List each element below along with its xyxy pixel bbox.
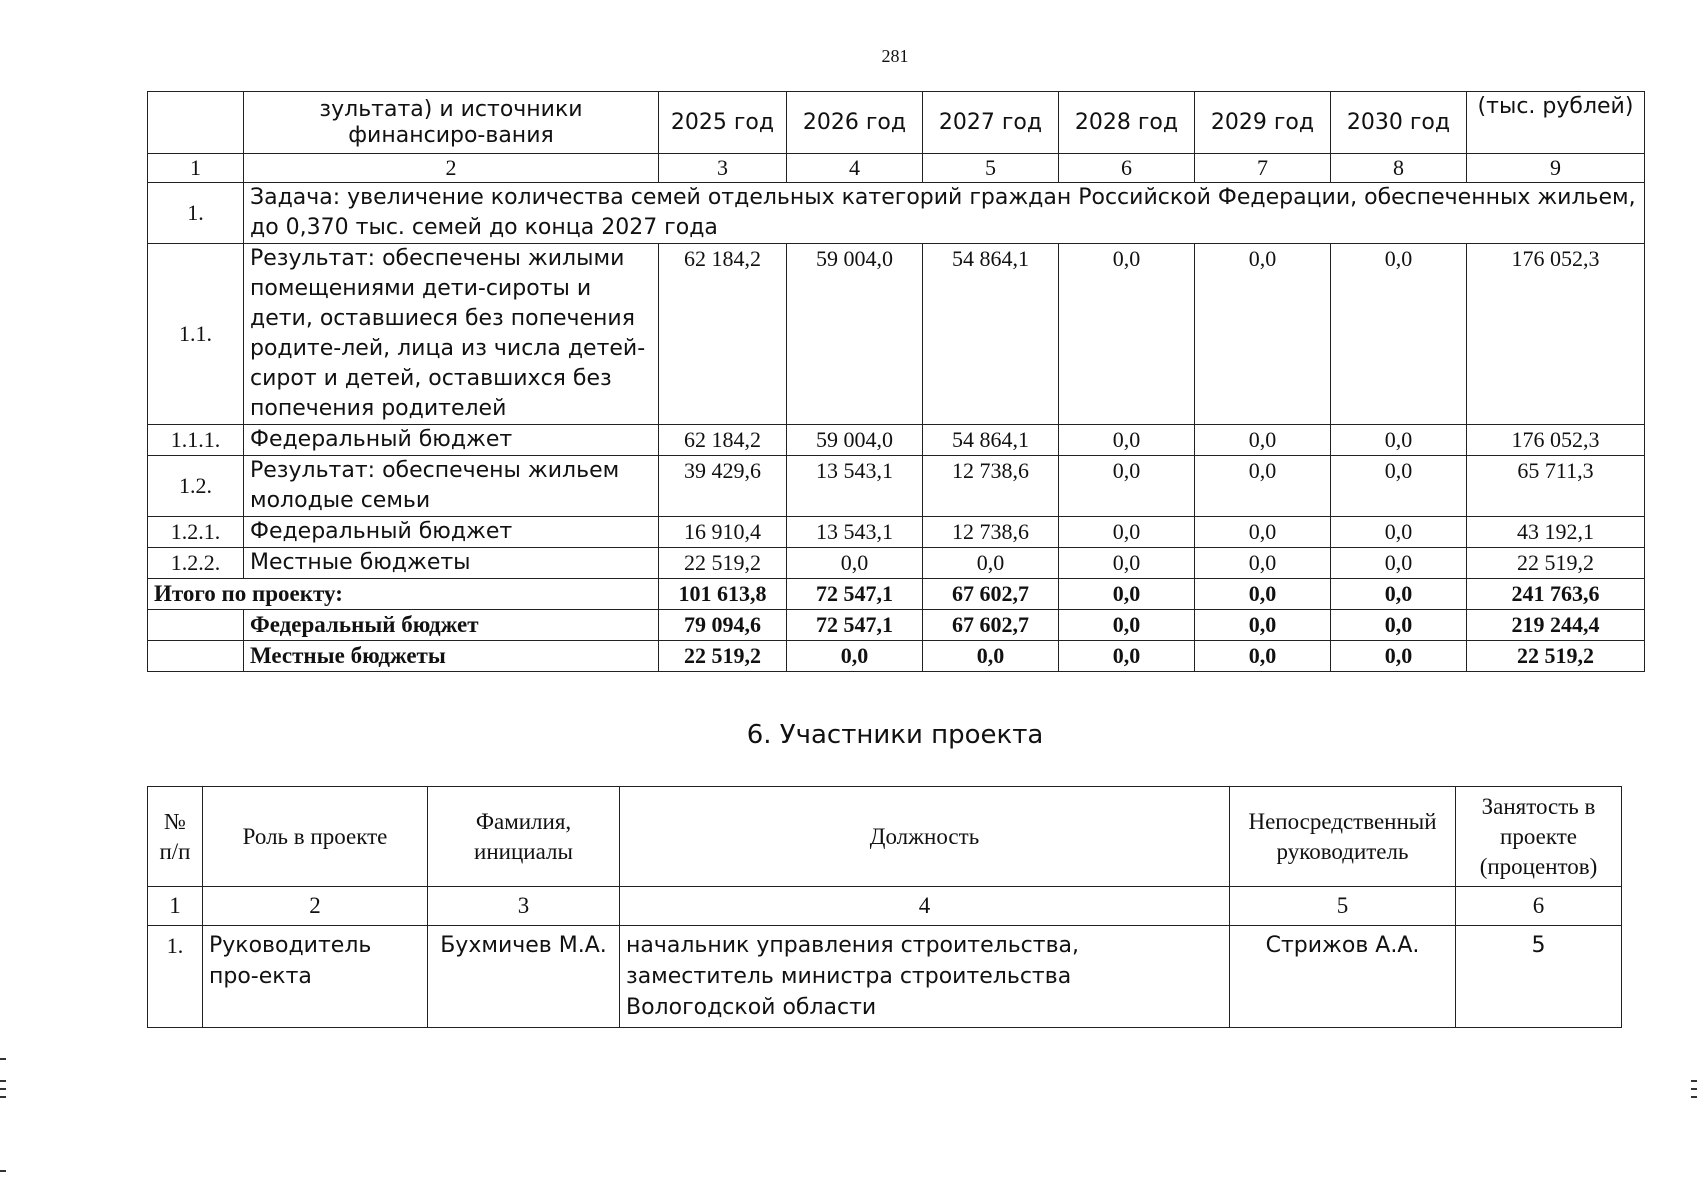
column-number: 6	[1059, 154, 1195, 183]
table-row	[148, 425, 1645, 456]
section-title: 6. Участники проекта	[746, 720, 1044, 750]
column-number: 3	[659, 154, 787, 183]
row-value: 0,0	[1059, 244, 1195, 425]
row-value: 0,0	[1195, 244, 1331, 425]
total-value: 0,0	[1059, 641, 1195, 672]
column-number: 2	[244, 154, 659, 183]
row-value: 0,0	[1331, 456, 1467, 517]
header-name: Фамилия, инициалы	[428, 787, 620, 887]
finance-header-row	[148, 92, 1645, 154]
margin-mark	[1691, 1096, 1697, 1098]
row-value: 0,0	[1195, 425, 1331, 456]
total-value: 22 519,2	[1467, 641, 1645, 672]
participants-column-numbers	[148, 887, 1622, 926]
row-name: Федеральный бюджет	[244, 517, 659, 548]
total-value: 0,0	[923, 641, 1059, 672]
participant-manager: Стрижов А.А.	[1230, 926, 1456, 1028]
header-share: Занятость в проекте (процентов)	[1456, 787, 1622, 887]
row-name: Результат: обеспечены жилыми помещениями дети-сироты и дети, оставшиеся без попечения родите-лей, лица из числа детей-сирот и детей, оставшихся без попечения родителей	[244, 244, 659, 425]
totals-sub-row	[148, 610, 1645, 641]
total-value: 0,0	[1195, 579, 1331, 610]
column-number: 4	[620, 887, 1230, 926]
finance-column-numbers	[148, 154, 1645, 183]
header-year-2030: 2030 год	[1331, 92, 1467, 154]
page-number: 281	[881, 46, 909, 66]
margin-mark	[1691, 1080, 1697, 1082]
row-value: 0,0	[1331, 244, 1467, 425]
row-value: 59 004,0	[787, 425, 923, 456]
participant-position: начальник управления строительства, заместитель министра строительства Вологодской области	[620, 926, 1230, 1028]
column-number: 5	[1230, 887, 1456, 926]
totals-sub-name: Федеральный бюджет	[244, 610, 659, 641]
column-number: 8	[1331, 154, 1467, 183]
row-value: 59 004,0	[787, 244, 923, 425]
total-value: 0,0	[1331, 579, 1467, 610]
task-text: Задача: увеличение количества семей отдельных категорий граждан Российской Федерации, обеспеченных жильем, до 0,370 тыс. семей до конца 2027 года	[244, 183, 1645, 244]
totals-sub-row	[148, 641, 1645, 672]
header-year-2028: 2028 год	[1059, 92, 1195, 154]
table-row	[148, 456, 1645, 517]
column-number: 9	[1467, 154, 1645, 183]
row-name: Местные бюджеты	[244, 548, 659, 579]
row-value: 54 864,1	[923, 425, 1059, 456]
row-total: 65 711,3	[1467, 456, 1645, 517]
column-number: 1	[148, 154, 244, 183]
table-row	[148, 244, 1645, 425]
row-index: 1.2.1.	[148, 517, 244, 548]
participants-table	[147, 786, 1622, 1028]
row-value: 22 519,2	[659, 548, 787, 579]
totals-sub-name: Местные бюджеты	[244, 641, 659, 672]
row-value: 0,0	[1195, 517, 1331, 548]
header-number: № п/п	[148, 787, 203, 887]
row-value: 62 184,2	[659, 425, 787, 456]
row-value: 0,0	[1059, 456, 1195, 517]
header-total: (тыс. рублей)	[1467, 92, 1645, 154]
row-value: 0,0	[1331, 517, 1467, 548]
row-value: 0,0	[1059, 548, 1195, 579]
column-number: 1	[148, 887, 203, 926]
participant-role: Руководитель про-екта	[203, 926, 428, 1028]
row-total: 43 192,1	[1467, 517, 1645, 548]
total-value: 0,0	[787, 641, 923, 672]
row-value: 16 910,4	[659, 517, 787, 548]
empty-cell	[148, 641, 244, 672]
row-value: 0,0	[1059, 517, 1195, 548]
participant-name: Бухмичев М.А.	[428, 926, 620, 1028]
column-number: 5	[923, 154, 1059, 183]
row-value: 12 738,6	[923, 456, 1059, 517]
total-value: 0,0	[1059, 579, 1195, 610]
row-value: 62 184,2	[659, 244, 787, 425]
total-value: 0,0	[1195, 610, 1331, 641]
row-value: 0,0	[923, 548, 1059, 579]
header-cell-empty	[148, 92, 244, 154]
table-row	[148, 517, 1645, 548]
total-value: 0,0	[1195, 641, 1331, 672]
row-total: 176 052,3	[1467, 425, 1645, 456]
margin-mark	[0, 1088, 6, 1090]
total-value: 0,0	[1331, 610, 1467, 641]
empty-cell	[148, 610, 244, 641]
header-year-2027: 2027 год	[923, 92, 1059, 154]
row-value: 39 429,6	[659, 456, 787, 517]
margin-mark	[1691, 1088, 1697, 1090]
row-value: 0,0	[1059, 425, 1195, 456]
row-value: 0,0	[1331, 425, 1467, 456]
participant-number: 1.	[148, 926, 203, 1028]
margin-mark	[0, 1096, 6, 1098]
row-name: Федеральный бюджет	[244, 425, 659, 456]
row-value: 0,0	[787, 548, 923, 579]
column-number: 4	[787, 154, 923, 183]
total-value: 0,0	[1331, 641, 1467, 672]
column-number: 7	[1195, 154, 1331, 183]
row-value: 12 738,6	[923, 517, 1059, 548]
column-number: 6	[1456, 887, 1622, 926]
row-total: 22 519,2	[1467, 548, 1645, 579]
task-row	[148, 183, 1645, 244]
participants-header-row	[148, 787, 1622, 887]
header-year-2026: 2026 год	[787, 92, 923, 154]
header-year-2029: 2029 год	[1195, 92, 1331, 154]
total-value: 67 602,7	[923, 579, 1059, 610]
header-year-2025: 2025 год	[659, 92, 787, 154]
total-value: 22 519,2	[659, 641, 787, 672]
participant-row	[148, 926, 1622, 1028]
total-value: 101 613,8	[659, 579, 787, 610]
task-index: 1.	[148, 183, 244, 244]
row-value: 0,0	[1195, 456, 1331, 517]
row-index: 1.2.	[148, 456, 244, 517]
margin-mark	[0, 1058, 6, 1060]
total-value: 67 602,7	[923, 610, 1059, 641]
row-value: 54 864,1	[923, 244, 1059, 425]
participant-share: 5	[1456, 926, 1622, 1028]
row-value: 0,0	[1195, 548, 1331, 579]
header-cell-name: зультата) и источники финансиро-вания	[244, 92, 659, 154]
row-value: 0,0	[1331, 548, 1467, 579]
row-name: Результат: обеспечены жильем молодые семьи	[244, 456, 659, 517]
total-value: 72 547,1	[787, 610, 923, 641]
row-index: 1.1.	[148, 244, 244, 425]
total-value: 0,0	[1059, 610, 1195, 641]
header-manager: Непосредственный руководитель	[1230, 787, 1456, 887]
header-role: Роль в проекте	[203, 787, 428, 887]
column-number: 3	[428, 887, 620, 926]
total-value: 241 763,6	[1467, 579, 1645, 610]
totals-label: Итого по проекту:	[148, 579, 659, 610]
row-total: 176 052,3	[1467, 244, 1645, 425]
row-value: 13 543,1	[787, 517, 923, 548]
total-value: 79 094,6	[659, 610, 787, 641]
row-index: 1.2.2.	[148, 548, 244, 579]
row-value: 13 543,1	[787, 456, 923, 517]
total-value: 72 547,1	[787, 579, 923, 610]
row-index: 1.1.1.	[148, 425, 244, 456]
total-value: 219 244,4	[1467, 610, 1645, 641]
totals-row	[148, 579, 1645, 610]
column-number: 2	[203, 887, 428, 926]
margin-mark	[0, 1080, 6, 1082]
header-position: Должность	[620, 787, 1230, 887]
finance-table	[147, 91, 1645, 672]
margin-mark	[0, 1170, 6, 1172]
table-row	[148, 548, 1645, 579]
